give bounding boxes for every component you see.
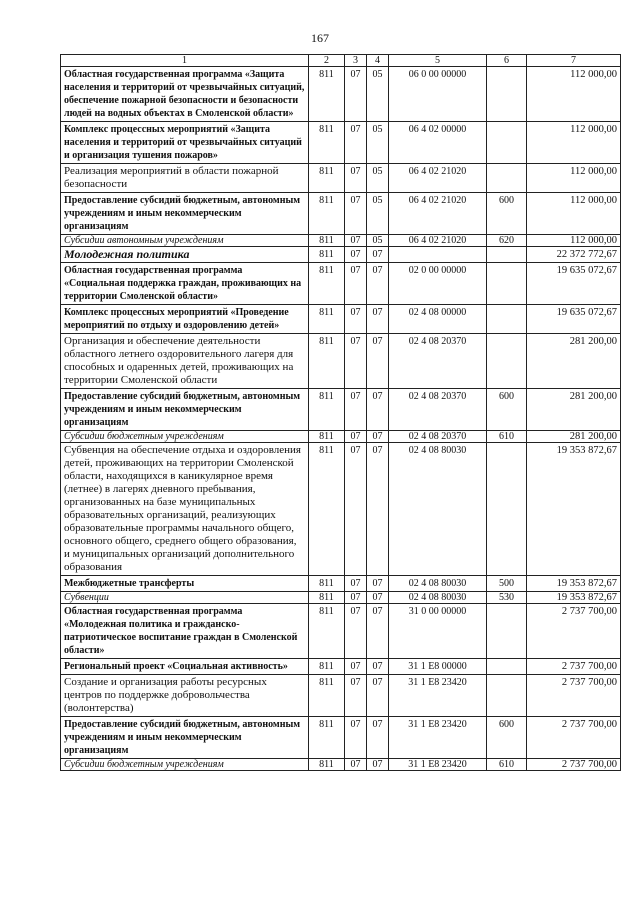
amount-cell: 19 353 872,67	[527, 443, 621, 576]
table-row	[61, 305, 621, 334]
table-row	[61, 164, 621, 193]
expense-type-cell	[487, 122, 527, 164]
chapter-code-cell: 811	[309, 576, 345, 592]
subsection-code-cell: 05	[367, 122, 389, 164]
chapter-code-cell: 811	[309, 659, 345, 675]
table-row	[61, 443, 621, 576]
table-row	[61, 67, 621, 122]
amount-cell: 112 000,00	[527, 67, 621, 122]
row-name-cell: Субсидии бюджетным учреждениям	[61, 431, 309, 443]
target-article-cell: 02 4 08 80030	[389, 576, 487, 592]
expense-type-cell: 610	[487, 759, 527, 771]
table-row	[61, 431, 621, 443]
target-article-cell	[389, 247, 487, 263]
table-row	[61, 334, 621, 389]
expense-type-cell: 600	[487, 717, 527, 759]
section-code-cell: 07	[345, 263, 367, 305]
chapter-code-cell: 811	[309, 122, 345, 164]
subsection-code-cell: 05	[367, 235, 389, 247]
expense-type-cell	[487, 305, 527, 334]
table-row	[61, 247, 621, 263]
subsection-code-cell: 07	[367, 604, 389, 659]
target-article-cell: 02 4 08 00000	[389, 305, 487, 334]
header-cell: 3	[345, 55, 367, 67]
table-row	[61, 592, 621, 604]
expense-type-cell	[487, 263, 527, 305]
chapter-code-cell: 811	[309, 389, 345, 431]
row-name-cell: Предоставление субсидий бюджетным, автономным учреждениям и иным некоммерческим организациям	[61, 389, 309, 431]
chapter-code-cell: 811	[309, 592, 345, 604]
section-code-cell: 07	[345, 67, 367, 122]
amount-cell: 2 737 700,00	[527, 604, 621, 659]
chapter-code-cell: 811	[309, 717, 345, 759]
header-cell: 7	[527, 55, 621, 67]
page-number: 167	[311, 31, 329, 45]
target-article-cell: 31 0 00 00000	[389, 604, 487, 659]
subsection-code-cell: 07	[367, 675, 389, 717]
expense-type-cell: 530	[487, 592, 527, 604]
table-row	[61, 717, 621, 759]
target-article-cell: 02 4 08 20370	[389, 389, 487, 431]
target-article-cell: 02 4 08 80030	[389, 443, 487, 576]
subsection-code-cell: 05	[367, 164, 389, 193]
amount-cell: 19 635 072,67	[527, 305, 621, 334]
section-code-cell: 07	[345, 164, 367, 193]
subsection-code-cell: 07	[367, 576, 389, 592]
chapter-code-cell: 811	[309, 431, 345, 443]
header-cell: 1	[61, 55, 309, 67]
subsection-code-cell: 07	[367, 431, 389, 443]
section-code-cell: 07	[345, 659, 367, 675]
expense-type-cell	[487, 334, 527, 389]
chapter-code-cell: 811	[309, 334, 345, 389]
chapter-code-cell: 811	[309, 675, 345, 717]
row-name-cell: Областная государственная программа «Социальная поддержка граждан, проживающих на территории Смоленской области»	[61, 263, 309, 305]
section-code-cell: 07	[345, 717, 367, 759]
header-cell: 6	[487, 55, 527, 67]
chapter-code-cell: 811	[309, 604, 345, 659]
subsection-code-cell: 07	[367, 263, 389, 305]
amount-cell: 2 737 700,00	[527, 717, 621, 759]
amount-cell: 112 000,00	[527, 164, 621, 193]
amount-cell: 19 353 872,67	[527, 576, 621, 592]
amount-cell: 281 200,00	[527, 389, 621, 431]
table-row	[61, 659, 621, 675]
expense-type-cell: 600	[487, 193, 527, 235]
table-row	[61, 235, 621, 247]
chapter-code-cell: 811	[309, 164, 345, 193]
section-code-cell: 07	[345, 604, 367, 659]
expense-type-cell	[487, 164, 527, 193]
row-name-cell: Субвенции	[61, 592, 309, 604]
section-code-cell: 07	[345, 122, 367, 164]
budget-table	[60, 54, 621, 771]
header-cell: 5	[389, 55, 487, 67]
table-row	[61, 576, 621, 592]
target-article-cell: 31 1 E8 00000	[389, 659, 487, 675]
header-cell: 2	[309, 55, 345, 67]
row-name-cell: Реализация мероприятий в области пожарной безопасности	[61, 164, 309, 193]
target-article-cell: 06 4 02 21020	[389, 164, 487, 193]
subsection-code-cell: 07	[367, 659, 389, 675]
target-article-cell: 06 4 02 21020	[389, 193, 487, 235]
subsection-code-cell: 05	[367, 193, 389, 235]
target-article-cell: 06 4 02 21020	[389, 235, 487, 247]
amount-cell: 281 200,00	[527, 431, 621, 443]
table-row	[61, 759, 621, 771]
row-name-cell: Комплекс процессных мероприятий «Защита населения и территорий от чрезвычайных ситуаций и организация тушения пожаров»	[61, 122, 309, 164]
subsection-code-cell: 07	[367, 592, 389, 604]
subsection-code-cell: 07	[367, 389, 389, 431]
row-name-cell: Субсидии бюджетным учреждениям	[61, 759, 309, 771]
chapter-code-cell: 811	[309, 263, 345, 305]
section-code-cell: 07	[345, 576, 367, 592]
section-code-cell: 07	[345, 443, 367, 576]
table-row	[61, 389, 621, 431]
subsection-code-cell: 07	[367, 247, 389, 263]
chapter-code-cell: 811	[309, 759, 345, 771]
amount-cell: 112 000,00	[527, 122, 621, 164]
section-code-cell: 07	[345, 389, 367, 431]
subsection-code-cell: 07	[367, 305, 389, 334]
target-article-cell: 02 0 00 00000	[389, 263, 487, 305]
section-code-cell: 07	[345, 247, 367, 263]
table-row	[61, 604, 621, 659]
table-row	[61, 122, 621, 164]
chapter-code-cell: 811	[309, 193, 345, 235]
expense-type-cell	[487, 659, 527, 675]
chapter-code-cell: 811	[309, 305, 345, 334]
chapter-code-cell: 811	[309, 67, 345, 122]
header-cell: 4	[367, 55, 389, 67]
row-name-cell: Организация и обеспечение деятельности областного летнего оздоровительного лагеря для способных и одаренных детей, проживающих на территории Смоленской области	[61, 334, 309, 389]
target-article-cell: 02 4 08 20370	[389, 334, 487, 389]
amount-cell: 22 372 772,67	[527, 247, 621, 263]
expense-type-cell	[487, 67, 527, 122]
amount-cell: 2 737 700,00	[527, 675, 621, 717]
chapter-code-cell: 811	[309, 247, 345, 263]
expense-type-cell	[487, 443, 527, 576]
amount-cell: 112 000,00	[527, 193, 621, 235]
row-name-cell: Субвенция на обеспечение отдыха и оздоровления детей, проживающих на территории Смоленской области, находящихся в каникулярное время (летнее) в лагерях дневного пребывания, организованных на базе муниципальных образовательных организаций, реализующих образовательные программы начального общего, основного общего, среднего общего образования, и муниципальных организаций дополнительного образования	[61, 443, 309, 576]
table-body	[61, 67, 621, 771]
section-code-cell: 07	[345, 334, 367, 389]
amount-cell: 19 353 872,67	[527, 592, 621, 604]
section-code-cell: 07	[345, 305, 367, 334]
subsection-code-cell: 07	[367, 334, 389, 389]
section-code-cell: 07	[345, 759, 367, 771]
row-name-cell: Предоставление субсидий бюджетным, автономным учреждениям и иным некоммерческим организациям	[61, 193, 309, 235]
target-article-cell: 02 4 08 20370	[389, 431, 487, 443]
expense-type-cell	[487, 247, 527, 263]
section-code-cell: 07	[345, 193, 367, 235]
target-article-cell: 06 4 02 00000	[389, 122, 487, 164]
subsection-code-cell: 07	[367, 717, 389, 759]
section-code-cell: 07	[345, 592, 367, 604]
amount-cell: 2 737 700,00	[527, 659, 621, 675]
table-row	[61, 193, 621, 235]
row-name-cell: Областная государственная программа «Молодежная политика и гражданско-патриотическое воспитание граждан в Смоленской области»	[61, 604, 309, 659]
header-row	[61, 55, 621, 67]
amount-cell: 19 635 072,67	[527, 263, 621, 305]
table-row	[61, 263, 621, 305]
section-code-cell: 07	[345, 235, 367, 247]
row-name-cell: Субсидии автономным учреждениям	[61, 235, 309, 247]
chapter-code-cell: 811	[309, 235, 345, 247]
target-article-cell: 31 1 E8 23420	[389, 759, 487, 771]
amount-cell: 281 200,00	[527, 334, 621, 389]
subsection-code-cell: 07	[367, 759, 389, 771]
row-name-cell: Региональный проект «Социальная активность»	[61, 659, 309, 675]
expense-type-cell: 610	[487, 431, 527, 443]
target-article-cell: 06 0 00 00000	[389, 67, 487, 122]
row-name-cell: Предоставление субсидий бюджетным, автономным учреждениям и иным некоммерческим организациям	[61, 717, 309, 759]
amount-cell: 2 737 700,00	[527, 759, 621, 771]
row-name-cell: Комплекс процессных мероприятий «Проведение мероприятий по отдыху и оздоровлению детей»	[61, 305, 309, 334]
amount-cell: 112 000,00	[527, 235, 621, 247]
row-name-cell: Создание и организация работы ресурсных центров по поддержке добровольчества (волонтерства)	[61, 675, 309, 717]
row-name-cell: Молодежная политика	[61, 247, 309, 263]
expense-type-cell: 600	[487, 389, 527, 431]
chapter-code-cell: 811	[309, 443, 345, 576]
table-row	[61, 675, 621, 717]
expense-type-cell: 620	[487, 235, 527, 247]
subsection-code-cell: 07	[367, 443, 389, 576]
row-name-cell: Областная государственная программа «Защита населения и территорий от чрезвычайных ситуаций, обеспечение пожарной безопасности и безопасности людей на водных объектах в Смоленской области»	[61, 67, 309, 122]
section-code-cell: 07	[345, 675, 367, 717]
subsection-code-cell: 05	[367, 67, 389, 122]
expense-type-cell: 500	[487, 576, 527, 592]
target-article-cell: 31 1 E8 23420	[389, 675, 487, 717]
target-article-cell: 31 1 E8 23420	[389, 717, 487, 759]
row-name-cell: Межбюджетные трансферты	[61, 576, 309, 592]
expense-type-cell	[487, 675, 527, 717]
target-article-cell: 02 4 08 80030	[389, 592, 487, 604]
section-code-cell: 07	[345, 431, 367, 443]
expense-type-cell	[487, 604, 527, 659]
